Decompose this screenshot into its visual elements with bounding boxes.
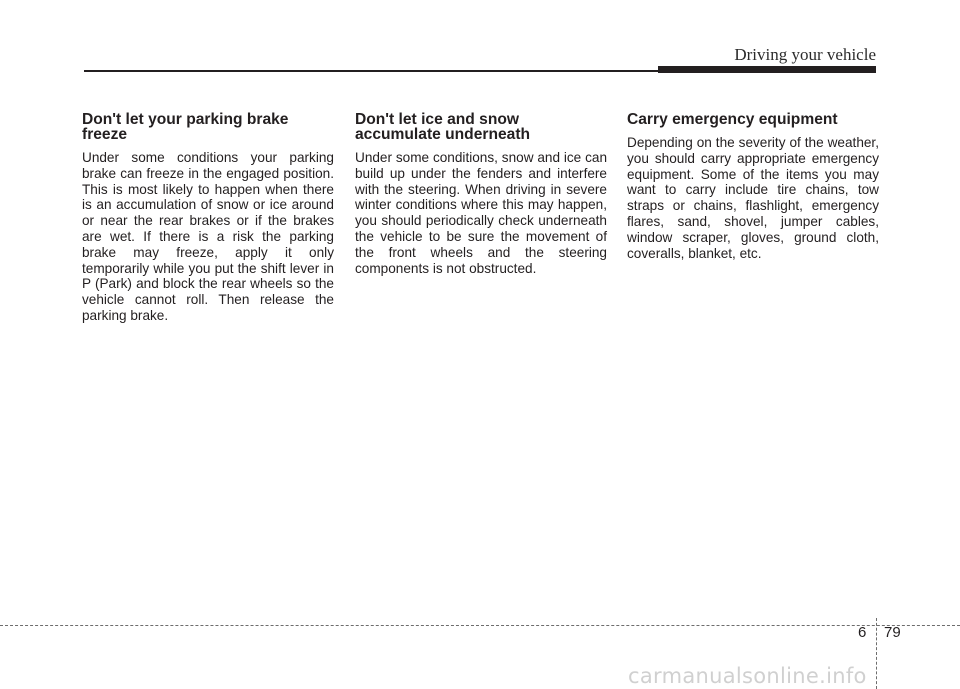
- column-body: Under some conditions your parking brake can freeze in the engaged position. This is most likely to happen when there is an accumulation of snow or ice around or near the rear brakes or if the brakes are wet. If there is a risk the parking brake may freeze, apply it only temporarily while you put the shift lever in P (Park) and block the rear wheels so the vehicle cannot roll. Then release the parking brake.: [82, 150, 334, 323]
- column-body: Depending on the severity of the weather, you should carry appropriate emergency equipment. Some of the items you may want to carry include tire chains, tow straps or chains, flashlight, emergency flares, sand, shovel, jumper cables, window scraper, gloves, ground cloth, coveralls, blanket, etc.: [627, 135, 879, 261]
- header-rule-accent: [658, 66, 876, 73]
- header-rule: [84, 70, 684, 72]
- column-heading: Don't let ice and snow accumulate underneath: [355, 111, 531, 143]
- column-body: Under some conditions, snow and ice can build up under the fenders and interfere with the steering. When driving in severe winter conditions where this may happen, you should periodically check underneath the vehicle to be sure the movement of the front wheels and the steering components is not obstructed.: [355, 150, 607, 276]
- column-heading: Carry emergency equipment: [627, 111, 838, 128]
- section-title: Driving your vehicle: [734, 45, 876, 64]
- footer-rule: [0, 625, 960, 626]
- column-heading: Don't let your parking brake freeze: [82, 111, 289, 143]
- footer-divider: [876, 618, 877, 689]
- page-number: 79: [884, 624, 901, 641]
- column-emergency-equipment: [627, 112, 879, 261]
- column-parking-brake: [82, 112, 334, 324]
- column-ice-snow: [355, 112, 607, 276]
- watermark: carmanualsonline.info: [628, 664, 867, 688]
- chapter-number: 6: [858, 624, 867, 641]
